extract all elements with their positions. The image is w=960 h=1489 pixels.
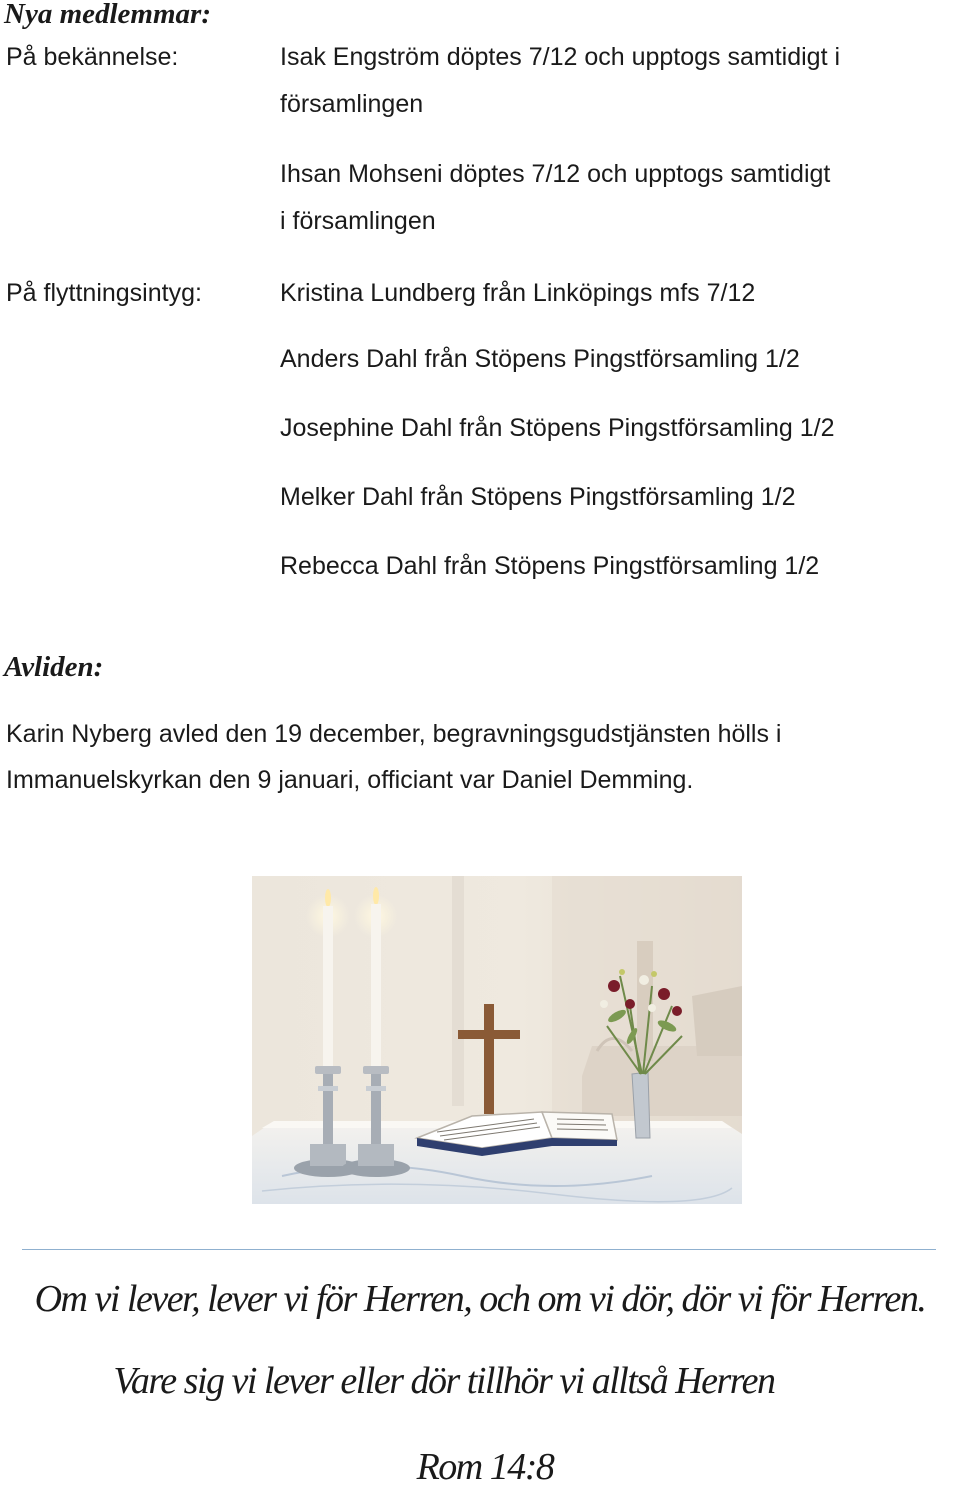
- member-entry: Melker Dahl från Stöpens Pingstförsamling 1/2: [280, 483, 796, 511]
- verse-line-1: Om vi lever, lever vi för Herren, och om vi dör, dör vi för Herren.: [34, 1278, 926, 1320]
- member-entry: Rebecca Dahl från Stöpens Pingstförsamling 1/2: [280, 552, 820, 580]
- deceased-text: Karin Nyberg avled den 19 december, begravningsgudstjänsten hölls i Immanuelskyrkan den 9 januari, officiant var Daniel Demming.: [6, 720, 782, 794]
- divider-line: [22, 1249, 936, 1250]
- altar-photo: [252, 876, 742, 1204]
- member-entry: Anders Dahl från Stöpens Pingstförsamling 1/2: [280, 345, 800, 373]
- deceased-heading: Avliden:: [4, 651, 104, 683]
- confession-label: På bekännelse:: [6, 43, 179, 71]
- transfer-label: På flyttningsintyg:: [6, 279, 202, 307]
- member-entry: Josephine Dahl från Stöpens Pingstförsamling 1/2: [280, 414, 835, 442]
- member-entry: Ihsan Mohseni döptes 7/12 och upptogs samtidigt i församlingen: [280, 160, 831, 235]
- member-entry: Isak Engström döptes 7/12 och upptogs samtidigt i församlingen: [280, 43, 841, 118]
- member-entry: Kristina Lundberg från Linköpings mfs 7/12: [280, 279, 756, 307]
- verse-reference: Rom 14:8: [416, 1446, 554, 1488]
- verse-line-2: Vare sig vi lever eller dör tillhör vi alltså Herren: [113, 1360, 775, 1402]
- new-members-heading: Nya medlemmar:: [4, 0, 211, 30]
